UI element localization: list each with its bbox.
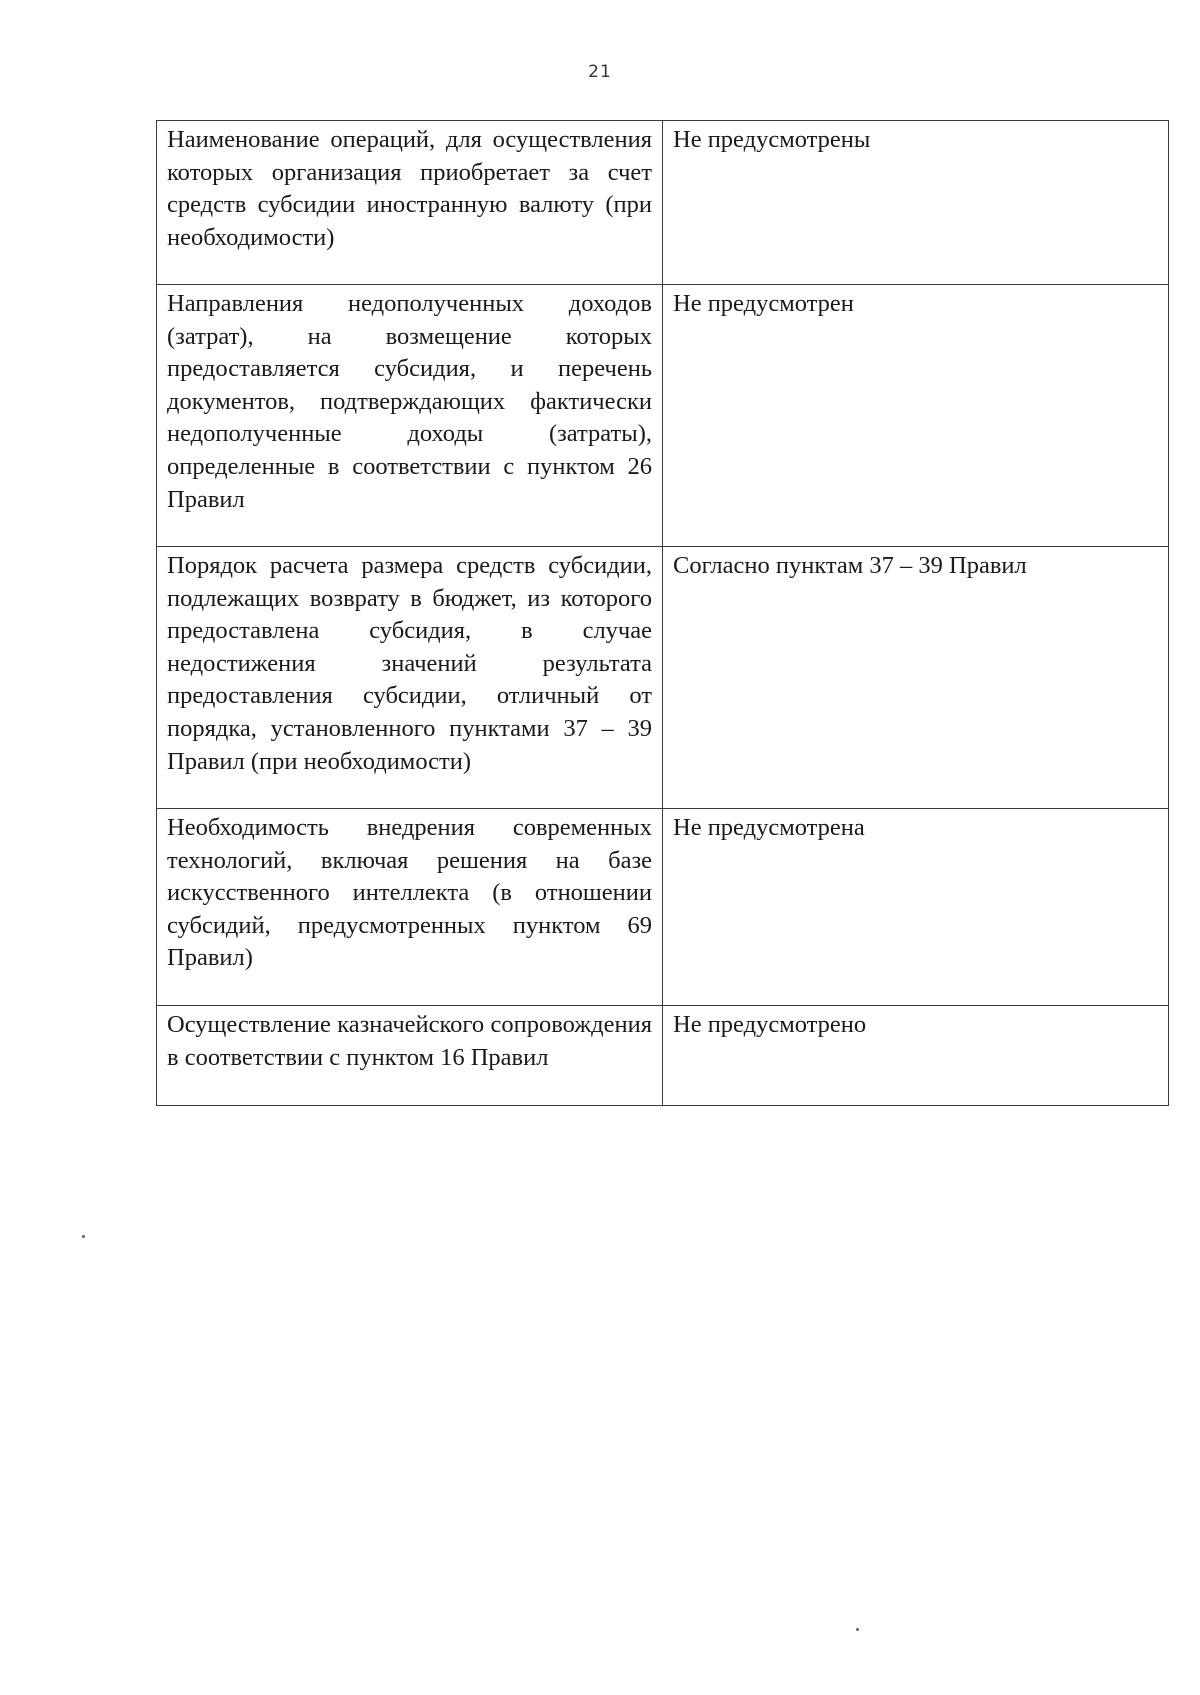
scan-speck	[82, 1235, 85, 1238]
row-label: Направления недополученных доходов (затрат), на возмещение которых предоставляется субсидия, и перечень документов, подтверждающих фактически недополученные доходы (затраты), определенные в соответствии с пунктом 26 Правил	[157, 285, 663, 547]
row-value: Не предусмотрено	[663, 1006, 1169, 1106]
row-label: Необходимость внедрения современных технологий, включая решения на базе искусственного интеллекта (в отношении субсидий, предусмотренных пунктом 69 Правил)	[157, 809, 663, 1006]
row-label: Осуществление казначейского сопровождения в соответствии с пунктом 16 Правил	[157, 1006, 663, 1106]
table-row	[157, 1006, 1169, 1106]
row-label: Наименование операций, для осуществления которых организация приобретает за счет средств субсидии иностранную валюту (при необходимости)	[157, 121, 663, 285]
conditions-table-body	[157, 121, 1169, 1106]
row-value: Не предусмотрена	[663, 809, 1169, 1006]
table-row	[157, 121, 1169, 285]
row-label: Порядок расчета размера средств субсидии, подлежащих возврату в бюджет, из которого предоставлена субсидия, в случае недостижения значений результата предоставления субсидии, отличный от порядка, установленного пунктами 37 – 39 Правил (при необходимости)	[157, 547, 663, 809]
conditions-table	[156, 120, 1169, 1106]
table-row	[157, 809, 1169, 1006]
row-value: Не предусмотрен	[663, 285, 1169, 547]
table-row	[157, 285, 1169, 547]
scan-speck	[856, 1628, 859, 1631]
table-row	[157, 547, 1169, 809]
row-value: Не предусмотрены	[663, 121, 1169, 285]
row-value: Согласно пунктам 37 – 39 Правил	[663, 547, 1169, 809]
page-number: 21	[588, 62, 612, 82]
